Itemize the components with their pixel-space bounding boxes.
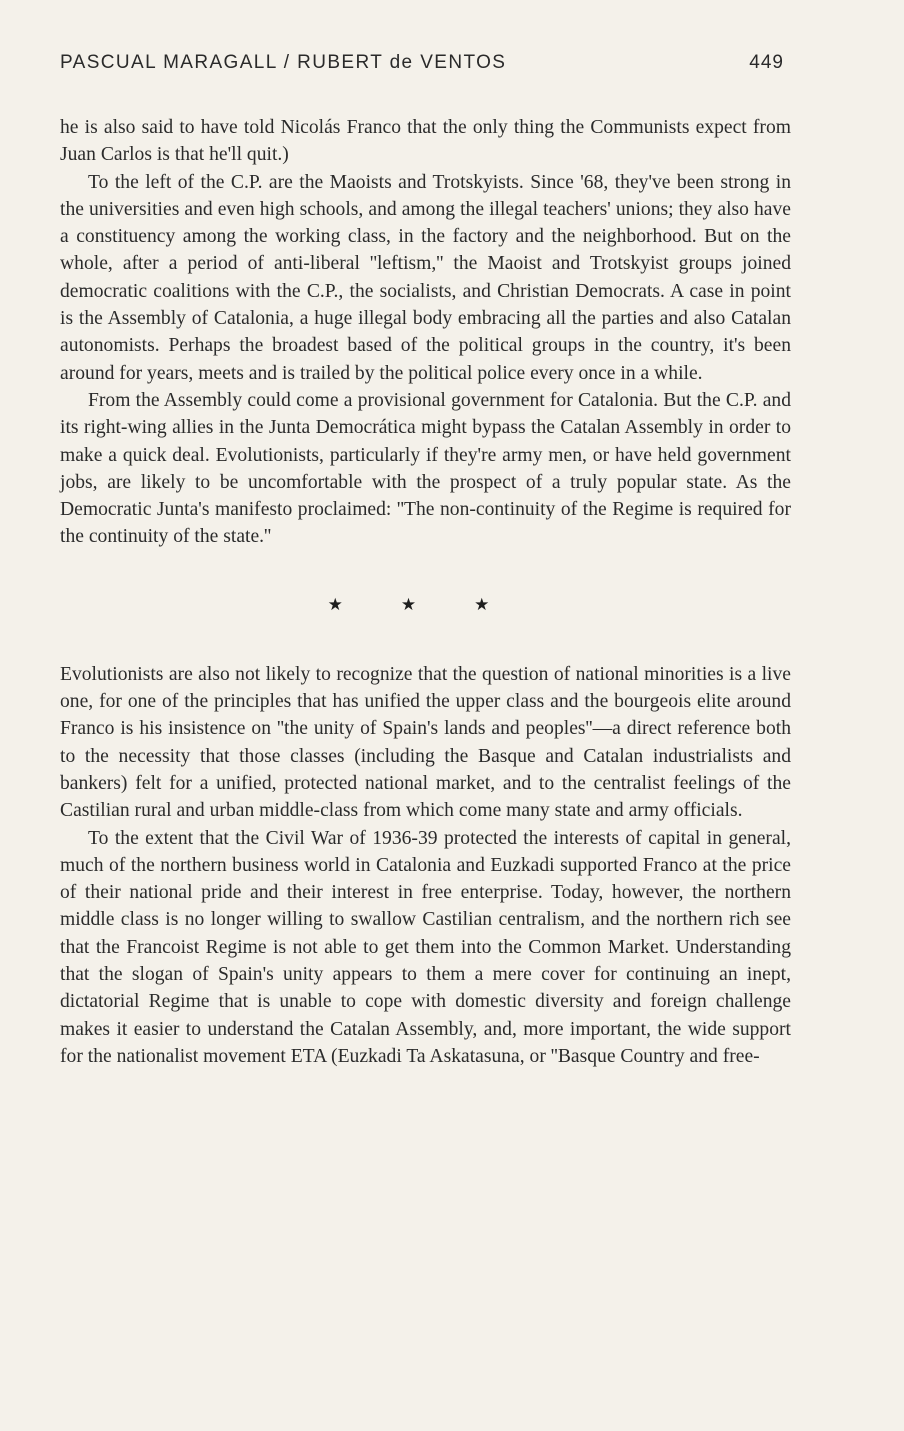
running-header <box>60 52 784 82</box>
paragraph-provisional-government: From the Assembly could come a provisional government for Catalonia. But the C.P. and its right-wing allies in the Junta Democrática might bypass the Catalan Assembly in order to make a quick deal. Evolutionists, particularly if they're army men, or have held government jobs, are likely to be uncomfortable with the prospect of a truly popular state. As the Democratic Junta's manifesto proclaimed: ''The non-continuity of the Regime is required for the continuity of the state.'' <box>60 389 791 548</box>
paragraph-national-minorities: Evolutionists are also not likely to recognize that the question of national minorities is a live one, for one of the principles that has unified the upper class and the bourgeois elite around Franco is his insistence on ''the unity of Spain's lands and peoples''—a direct reference both to the necessity that those classes (including the Basque and Catalan industrialists and bankers) felt for a unified, protected national market, and to the centralist feelings of the Castilian rural and urban middle-class from which come many state and army officials. <box>60 663 791 822</box>
section-break <box>60 551 791 661</box>
running-head-authors: PASCUAL MARAGALL / RUBERT de VENTOS <box>60 52 507 73</box>
star-ornament-icon: ★ <box>474 595 490 616</box>
paragraph-continuation: he is also said to have told Nicolás Franco that the only thing the Communists expect from Juan Carlos is that he'll quit.) <box>60 117 791 166</box>
paragraph-civil-war: To the extent that the Civil War of 1936-39 protected the interests of capital in general, much of the northern business world in Catalonia and Euzkadi supported Franco at the price of their national pride and their interest in free enterprise. Today, however, the northern middle class is no longer willing to swallow Castilian centralism, and the northern rich see that the Francoist Regime is not able to get them into the Common Market. Understanding that the slogan of Spain's unity appears to them a mere cover for continuing an inept, dictatorial Regime that is unable to cope with domestic diversity and foreign challenge makes it easier to understand the Catalan Assembly, and, more important, the wide support for the nationalist movement ETA (Euzkadi Ta Askatasuna, or ''Basque Country and free- <box>60 827 791 1067</box>
body-text <box>60 114 791 1070</box>
page-number: 449 <box>749 52 784 73</box>
star-ornament-icon: ★ <box>327 595 343 616</box>
paragraph-maoists-trotskyists: To the left of the C.P. are the Maoists and Trotskyists. Since '68, they've been strong in the universities and even high schools, and among the illegal teachers' unions; they also have a constituency among the working class, in the factory and the neighborhood. But on the whole, after a period of anti-liberal ''leftism,'' the Maoist and Trotskyist groups joined democratic coalitions with the C.P., the socialists, and Christian Democrats. A case in point is the Assembly of Catalonia, a huge illegal body embracing all the parties and also Catalan autonomists. Perhaps the broadest based of the political groups in the country, it's been around for years, meets and is trailed by the political police every once in a while. <box>60 171 791 384</box>
star-ornament-icon: ★ <box>400 595 417 616</box>
